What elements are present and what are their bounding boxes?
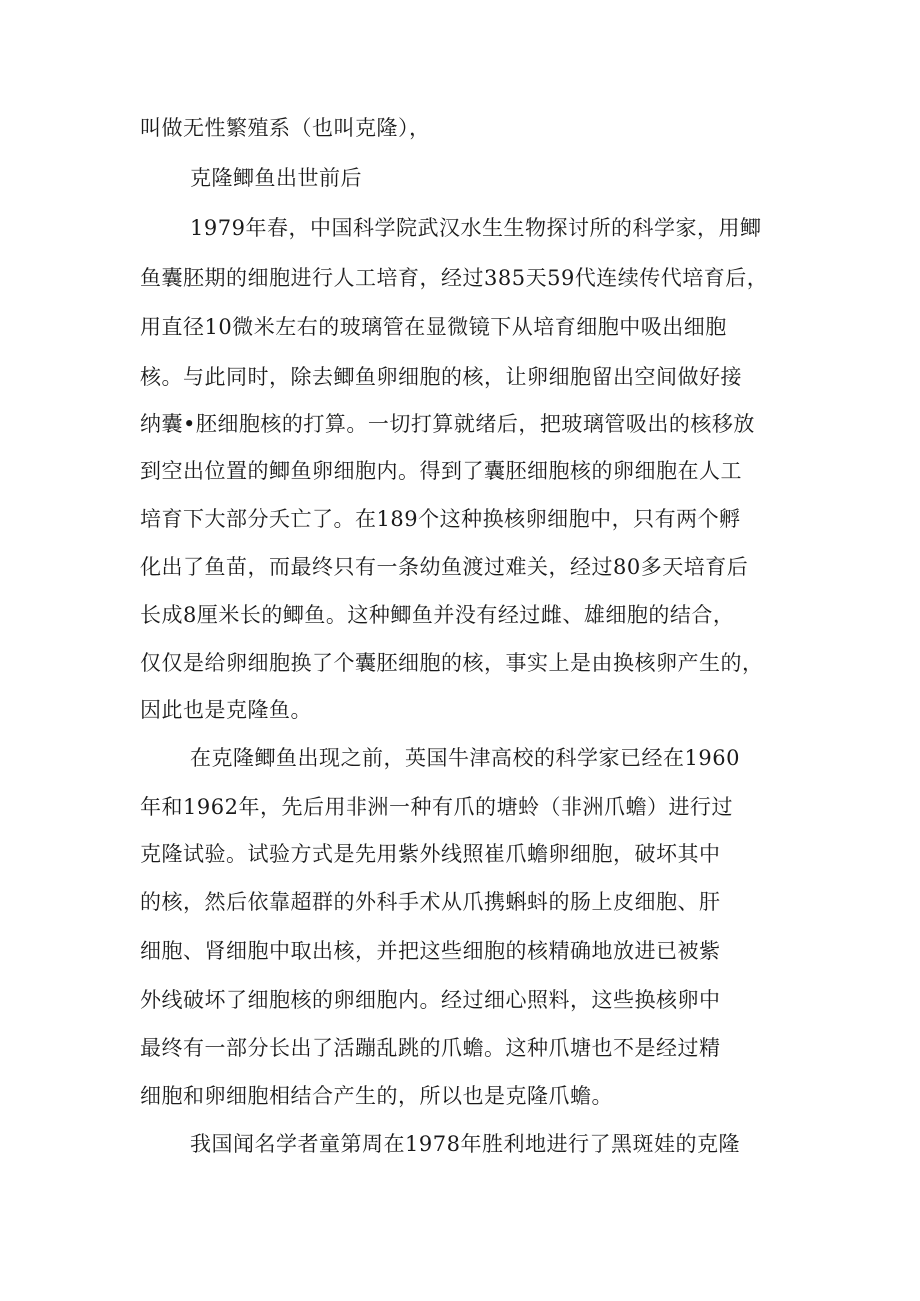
text-line: 1979年春，中国科学院武汉水生生物探讨所的科学家，用鲫 <box>190 216 762 240</box>
text-line: 细胞和卵细胞相结合产生的，所以也是克隆爪蟾。 <box>140 1084 613 1108</box>
text-line: 长成8厘米长的鲫鱼。这种鲫鱼并没有经过雌、雄细胞的结合， <box>140 603 735 627</box>
text-line: 最终有一部分长出了活蹦乱跳的爪蟾。这种爪塘也不是经过精 <box>140 1036 721 1060</box>
text-line: 培育下大部分夭亡了。在189个这种换核卵细胞中，只有两个孵 <box>140 507 741 531</box>
text-line: 克隆试验。试验方式是先用紫外线照崔爪蟾卵细胞，破坏其中 <box>140 842 721 866</box>
text-line: 核。与此同时，除去鲫鱼卵细胞的核，让卵细胞留出空间做好接 <box>140 365 742 389</box>
text-line: 叫做无性繁殖系（也叫克隆）， <box>140 116 431 140</box>
text-line: 用直径10微米左右的玻璃管在显微镜下从培育细胞中吸出细胞 <box>140 315 727 339</box>
text-line: 鱼囊胚期的细胞进行人工培育，经过385天59代连续传代培育后， <box>140 266 769 290</box>
section-heading: 克隆鲫鱼出世前后 <box>190 166 362 190</box>
text-line: 因此也是克隆鱼。 <box>140 698 312 722</box>
text-line: 到空出位置的鲫鱼卵细胞内。得到了囊胚细胞核的卵细胞在人工 <box>140 459 742 483</box>
text-line: 纳囊•胚细胞核的打算。一切打算就绪后，把玻璃管吸出的核移放 <box>140 412 755 436</box>
text-line: 在克隆鲫鱼出现之前，英国牛津高校的科学家已经在1960 <box>190 746 740 770</box>
text-line: 我国闻名学者童第周在1978年胜利地进行了黑斑娃的克隆 <box>190 1132 740 1156</box>
text-line: 仅仅是给卵细胞换了个囊胚细胞的核，事实上是由换核卵产生的， <box>140 651 764 675</box>
text-line: 细胞、肾细胞中取出核，并把这些细胞的核精确地放进已被紫 <box>140 939 721 963</box>
text-line: 化出了鱼苗，而最终只有一条幼鱼渡过难关，经过80多天培育后 <box>140 555 749 579</box>
text-line: 外线破坏了细胞核的卵细胞内。经过细心照料，这些换核卵中 <box>140 988 721 1012</box>
text-line: 年和1962年，先后用非洲一种有爪的塘蛉（非洲爪蟾）进行过 <box>140 795 733 819</box>
text-line: 的核，然后依靠超群的外科手术从爪携蝌蚪的肠上皮细胞、肝 <box>140 890 721 914</box>
